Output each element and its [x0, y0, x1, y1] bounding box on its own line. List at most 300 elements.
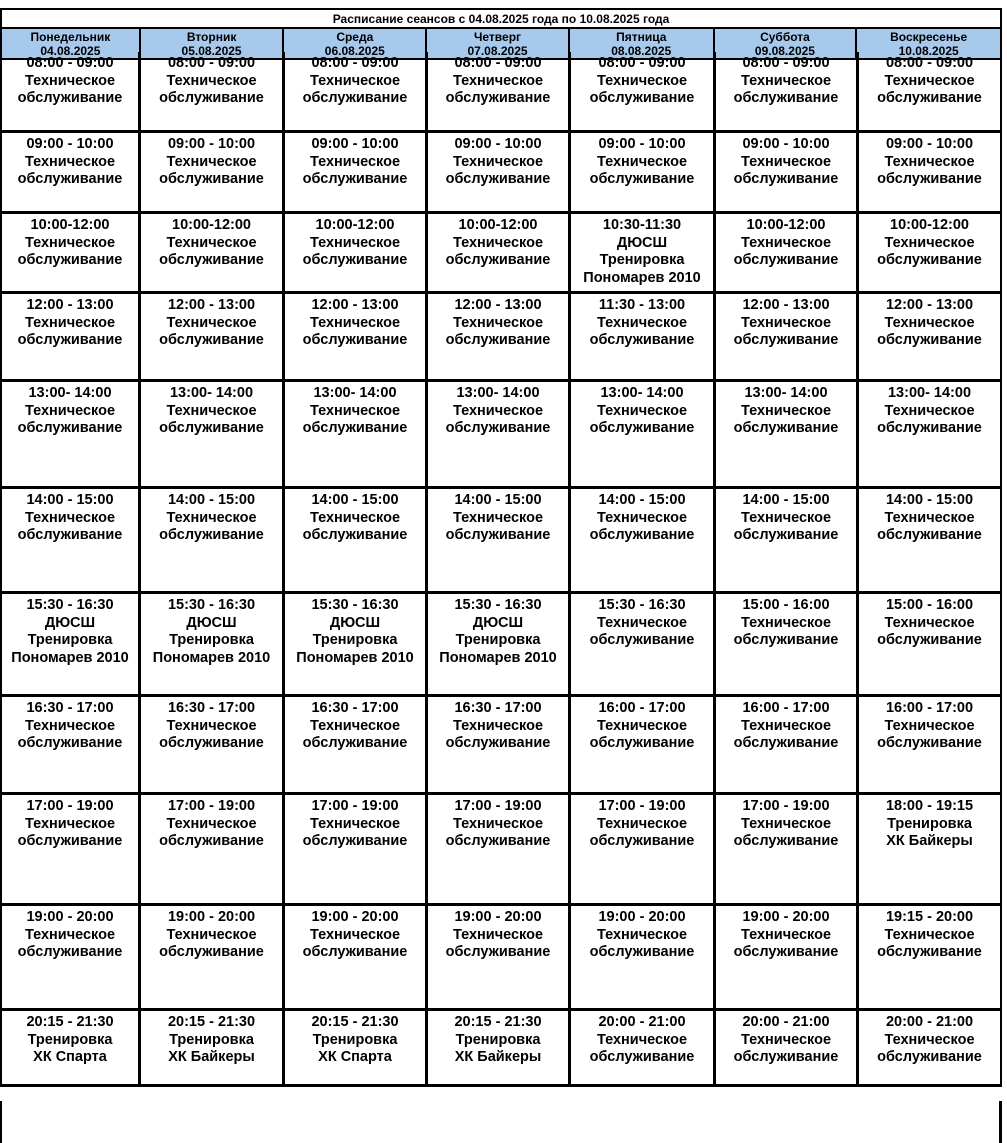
- session-cell: [141, 1011, 285, 1084]
- session-cell: [141, 214, 285, 291]
- session-text: Техническое: [884, 402, 975, 419]
- session-text: обслуживание: [302, 944, 408, 961]
- session-text: ХК Байкеры: [886, 833, 973, 850]
- session-time: 13:00- 14:00: [313, 385, 397, 401]
- session-time: 19:00 - 20:00: [167, 909, 256, 925]
- session-text: Пономарев 2010: [296, 649, 414, 666]
- session-text: Техническое: [166, 402, 257, 419]
- session-time: 09:00 - 10:00: [26, 136, 114, 152]
- session-text: Пономарев 2010: [11, 649, 129, 666]
- session-time: 20:00 - 21:00: [885, 1014, 974, 1030]
- session-text: ДЮСШ: [329, 614, 381, 631]
- session-cell: [141, 52, 285, 130]
- session-text: обслуживание: [733, 632, 839, 649]
- session-cell: [571, 697, 716, 792]
- session-time: 17:00 - 19:00: [167, 798, 256, 814]
- session-text: обслуживание: [733, 833, 839, 850]
- session-time: 09:00 - 10:00: [454, 136, 542, 152]
- session-text: обслуживание: [159, 833, 264, 850]
- session-cell: [859, 795, 1002, 903]
- session-text: обслуживание: [733, 171, 839, 188]
- session-text: обслуживание: [302, 420, 408, 437]
- session-time: 08:00 - 09:00: [26, 55, 114, 71]
- session-cell: [2, 382, 141, 486]
- session-text: Техническое: [309, 314, 401, 331]
- session-time: 14:00 - 15:00: [311, 492, 399, 508]
- session-cell: [571, 382, 716, 486]
- session-text: обслуживание: [589, 632, 695, 649]
- session-text: Тренировка: [312, 1031, 398, 1048]
- session-cell: [2, 489, 141, 591]
- session-text: обслуживание: [17, 833, 123, 850]
- session-text: Техническое: [884, 72, 975, 89]
- session-time: 16:00 - 17:00: [885, 700, 974, 716]
- session-text: обслуживание: [877, 1049, 982, 1066]
- session-text: обслуживание: [589, 171, 695, 188]
- session-text: Техническое: [24, 153, 116, 170]
- session-time: 10:30-11:30: [602, 217, 682, 233]
- session-cell: [571, 1011, 716, 1084]
- session-time: 20:15 - 21:30: [26, 1014, 114, 1030]
- session-time: 12:00 - 13:00: [26, 297, 114, 313]
- session-text: Техническое: [452, 72, 544, 89]
- session-cell: [141, 697, 285, 792]
- session-text: Техническое: [740, 1031, 832, 1048]
- session-time: 13:00- 14:00: [600, 385, 684, 401]
- session-cell: [428, 489, 571, 591]
- session-time: 12:00 - 13:00: [454, 297, 542, 313]
- session-time: 13:00- 14:00: [28, 385, 112, 401]
- session-time: 15:00 - 16:00: [885, 597, 974, 613]
- session-text: Техническое: [740, 815, 832, 832]
- session-cell: [2, 1011, 141, 1084]
- session-text: Тренировка: [455, 632, 541, 649]
- session-cell: [571, 294, 716, 379]
- session-cell: [716, 1011, 859, 1084]
- session-text: обслуживание: [733, 527, 839, 544]
- session-text: Техническое: [740, 926, 832, 943]
- session-text: Пономарев 2010: [152, 649, 271, 666]
- session-time: 15:30 - 16:30: [26, 597, 114, 613]
- session-text: обслуживание: [877, 735, 982, 752]
- session-text: Техническое: [166, 72, 257, 89]
- session-time: 09:00 - 10:00: [311, 136, 399, 152]
- session-cell: [859, 489, 1002, 591]
- session-text: обслуживание: [877, 90, 982, 107]
- session-text: Тренировка: [27, 1031, 113, 1048]
- session-text: Техническое: [166, 153, 257, 170]
- session-text: ХК Байкеры: [168, 1049, 255, 1066]
- session-cell: [716, 697, 859, 792]
- session-text: обслуживание: [733, 944, 839, 961]
- session-time: 16:30 - 17:00: [26, 700, 114, 716]
- session-cell: [859, 1011, 1002, 1084]
- session-time: 13:00- 14:00: [169, 385, 254, 401]
- session-cell: [141, 489, 285, 591]
- day-date: 06.08.2025: [324, 44, 385, 58]
- day-name: Среда: [336, 30, 374, 44]
- session-text: Пономарев 2010: [439, 649, 557, 666]
- session-time: 15:30 - 16:30: [454, 597, 542, 613]
- session-text: Техническое: [24, 926, 116, 943]
- session-cell: [716, 795, 859, 903]
- session-text: обслуживание: [589, 332, 695, 349]
- session-time: 13:00- 14:00: [887, 385, 972, 401]
- session-cell: [716, 294, 859, 379]
- session-text: обслуживание: [159, 252, 264, 269]
- session-time: 15:30 - 16:30: [598, 597, 686, 613]
- session-text: обслуживание: [17, 944, 123, 961]
- session-cell: [428, 594, 571, 694]
- session-text: обслуживание: [589, 944, 695, 961]
- session-text: обслуживание: [302, 527, 408, 544]
- time-slot-row: [2, 133, 1002, 214]
- session-time: 20:15 - 21:30: [167, 1014, 256, 1030]
- session-text: ХК Спарта: [33, 1049, 107, 1066]
- time-slot-row: [2, 382, 1002, 489]
- session-cell: [285, 1011, 428, 1084]
- session-time: 10:00-12:00: [172, 217, 251, 233]
- session-cell: [571, 795, 716, 903]
- session-text: Техническое: [166, 509, 257, 526]
- session-text: обслуживание: [589, 735, 695, 752]
- session-cell: [428, 382, 571, 486]
- session-text: обслуживание: [445, 171, 551, 188]
- time-slot-row: [2, 489, 1002, 594]
- session-cell: [2, 294, 141, 379]
- session-text: обслуживание: [589, 420, 695, 437]
- session-text: обслуживание: [733, 735, 839, 752]
- session-text: обслуживание: [445, 944, 551, 961]
- session-text: Техническое: [24, 402, 116, 419]
- session-cell: [141, 795, 285, 903]
- session-text: Техническое: [596, 815, 688, 832]
- session-cell: [2, 697, 141, 792]
- empty-bottom-row: [0, 1101, 1002, 1143]
- session-text: обслуживание: [302, 171, 408, 188]
- session-text: Техническое: [452, 509, 544, 526]
- session-text: Техническое: [740, 153, 832, 170]
- day-date: 04.08.2025: [40, 44, 101, 58]
- session-time: 19:00 - 20:00: [26, 909, 114, 925]
- session-text: обслуживание: [445, 90, 551, 107]
- session-text: Техническое: [166, 234, 257, 251]
- session-text: обслуживание: [445, 735, 551, 752]
- session-time: 08:00 - 09:00: [454, 55, 542, 71]
- session-time: 09:00 - 10:00: [742, 136, 830, 152]
- session-cell: [859, 594, 1002, 694]
- session-time: 12:00 - 13:00: [885, 297, 974, 313]
- session-text: обслуживание: [159, 90, 264, 107]
- session-text: Техническое: [740, 402, 832, 419]
- session-text: Техническое: [884, 926, 975, 943]
- session-text: ДЮСШ: [616, 234, 668, 251]
- session-time: 17:00 - 19:00: [311, 798, 399, 814]
- time-slot-row: [2, 795, 1002, 906]
- session-text: Техническое: [452, 815, 544, 832]
- time-slot-row: [2, 697, 1002, 795]
- session-time: 19:00 - 20:00: [742, 909, 830, 925]
- session-cell: [716, 489, 859, 591]
- session-text: Техническое: [740, 72, 832, 89]
- session-cell: [2, 594, 141, 694]
- session-time: 16:30 - 17:00: [167, 700, 256, 716]
- time-slot-row: [2, 1011, 1002, 1087]
- session-text: обслуживание: [17, 90, 123, 107]
- session-time: 14:00 - 15:00: [598, 492, 686, 508]
- session-cell: [285, 294, 428, 379]
- session-text: Техническое: [596, 509, 688, 526]
- day-name: Воскресенье: [890, 30, 968, 44]
- schedule-grid: [0, 52, 1002, 1087]
- session-cell: [571, 133, 716, 211]
- session-text: обслуживание: [445, 527, 551, 544]
- session-text: обслуживание: [877, 527, 982, 544]
- session-text: Техническое: [452, 926, 544, 943]
- session-text: обслуживание: [589, 833, 695, 850]
- session-text: Пономарев 2010: [583, 269, 701, 286]
- session-time: 14:00 - 15:00: [454, 492, 542, 508]
- time-slot-row: [2, 294, 1002, 382]
- session-time: 12:00 - 13:00: [167, 297, 256, 313]
- session-text: обслуживание: [17, 252, 123, 269]
- session-text: Тренировка: [455, 1031, 541, 1048]
- session-text: обслуживание: [733, 332, 839, 349]
- session-text: Техническое: [452, 314, 544, 331]
- session-text: обслуживание: [159, 527, 264, 544]
- session-cell: [141, 133, 285, 211]
- session-time: 08:00 - 09:00: [311, 55, 399, 71]
- session-cell: [141, 294, 285, 379]
- session-text: Техническое: [24, 717, 116, 734]
- session-text: Техническое: [309, 234, 401, 251]
- session-text: Тренировка: [599, 252, 685, 269]
- session-text: обслуживание: [589, 527, 695, 544]
- session-text: ДЮСШ: [472, 614, 524, 631]
- schedule-title: Расписание сеансов с 04.08.2025 года по 10.08.2025 года: [0, 8, 1002, 27]
- session-text: Техническое: [24, 72, 116, 89]
- session-time: 19:00 - 20:00: [454, 909, 542, 925]
- session-cell: [859, 214, 1002, 291]
- session-time: 09:00 - 10:00: [598, 136, 686, 152]
- session-text: Техническое: [166, 314, 257, 331]
- session-time: 20:15 - 21:30: [311, 1014, 399, 1030]
- session-text: Техническое: [884, 1031, 975, 1048]
- session-text: Тренировка: [169, 1031, 254, 1048]
- session-time: 19:00 - 20:00: [311, 909, 399, 925]
- session-text: обслуживание: [877, 332, 982, 349]
- session-cell: [428, 294, 571, 379]
- session-text: Техническое: [596, 72, 688, 89]
- session-text: обслуживание: [17, 332, 123, 349]
- session-cell: [141, 906, 285, 1008]
- session-time: 16:30 - 17:00: [454, 700, 542, 716]
- session-cell: [285, 697, 428, 792]
- day-name: Понедельник: [30, 30, 111, 44]
- session-text: обслуживание: [159, 735, 264, 752]
- session-time: 08:00 - 09:00: [742, 55, 830, 71]
- session-text: обслуживание: [159, 171, 264, 188]
- session-text: обслуживание: [733, 420, 839, 437]
- session-time: 13:00- 14:00: [744, 385, 828, 401]
- session-text: Техническое: [596, 926, 688, 943]
- session-text: обслуживание: [17, 420, 123, 437]
- session-cell: [2, 52, 141, 130]
- session-text: Тренировка: [312, 632, 398, 649]
- session-text: Техническое: [596, 1031, 688, 1048]
- session-time: 15:30 - 16:30: [311, 597, 399, 613]
- day-date: 05.08.2025: [181, 44, 242, 58]
- session-cell: [571, 52, 716, 130]
- session-cell: [141, 594, 285, 694]
- session-time: 10:00-12:00: [890, 217, 969, 233]
- session-text: Техническое: [309, 926, 401, 943]
- session-cell: [428, 214, 571, 291]
- session-text: обслуживание: [733, 252, 839, 269]
- session-cell: [285, 489, 428, 591]
- session-cell: [285, 382, 428, 486]
- session-text: Техническое: [309, 509, 401, 526]
- session-text: Техническое: [309, 153, 401, 170]
- session-text: обслуживание: [445, 833, 551, 850]
- session-cell: [571, 489, 716, 591]
- session-text: Тренировка: [169, 632, 254, 649]
- session-text: Техническое: [740, 509, 832, 526]
- day-name: Четверг: [473, 30, 522, 44]
- session-cell: [859, 697, 1002, 792]
- session-text: обслуживание: [733, 90, 839, 107]
- session-text: Техническое: [452, 717, 544, 734]
- session-time: 17:00 - 19:00: [26, 798, 114, 814]
- session-text: обслуживание: [445, 420, 551, 437]
- session-text: обслуживание: [159, 332, 264, 349]
- time-slot-row: [2, 906, 1002, 1011]
- session-text: обслуживание: [302, 90, 408, 107]
- session-time: 08:00 - 09:00: [885, 55, 974, 71]
- session-cell: [2, 133, 141, 211]
- session-cell: [428, 133, 571, 211]
- session-time: 10:00-12:00: [315, 217, 395, 233]
- session-text: обслуживание: [17, 171, 123, 188]
- session-text: Тренировка: [887, 815, 972, 832]
- session-text: обслуживание: [17, 527, 123, 544]
- session-text: Техническое: [596, 402, 688, 419]
- session-cell: [571, 594, 716, 694]
- session-text: обслуживание: [589, 90, 695, 107]
- session-time: 08:00 - 09:00: [598, 55, 686, 71]
- session-text: обслуживание: [17, 735, 123, 752]
- session-text: обслуживание: [877, 252, 982, 269]
- session-text: обслуживание: [733, 1049, 839, 1066]
- session-text: обслуживание: [877, 420, 982, 437]
- session-time: 11:30 - 13:00: [598, 297, 686, 313]
- session-cell: [428, 52, 571, 130]
- day-date: 07.08.2025: [467, 44, 528, 58]
- session-text: Техническое: [452, 153, 544, 170]
- session-cell: [2, 214, 141, 291]
- session-time: 20:00 - 21:00: [742, 1014, 830, 1030]
- session-cell: [428, 795, 571, 903]
- session-cell: [428, 906, 571, 1008]
- session-text: Техническое: [884, 614, 975, 631]
- session-text: Техническое: [24, 234, 116, 251]
- session-text: Техническое: [166, 717, 257, 734]
- session-text: обслуживание: [589, 1049, 695, 1066]
- session-text: Техническое: [884, 153, 975, 170]
- session-time: 17:00 - 19:00: [598, 798, 686, 814]
- time-slot-row: [2, 214, 1002, 294]
- session-text: ХК Спарта: [318, 1049, 392, 1066]
- day-date: 09.08.2025: [754, 44, 815, 58]
- session-cell: [2, 795, 141, 903]
- session-text: Техническое: [309, 402, 401, 419]
- session-cell: [716, 382, 859, 486]
- time-slot-row: [2, 594, 1002, 697]
- session-time: 08:00 - 09:00: [167, 55, 256, 71]
- session-text: обслуживание: [445, 252, 551, 269]
- session-text: Техническое: [452, 234, 544, 251]
- session-time: 10:00-12:00: [30, 217, 110, 233]
- session-cell: [428, 1011, 571, 1084]
- session-cell: [716, 594, 859, 694]
- session-cell: [285, 133, 428, 211]
- session-time: 10:00-12:00: [746, 217, 826, 233]
- session-time: 12:00 - 13:00: [311, 297, 399, 313]
- session-text: Техническое: [596, 717, 688, 734]
- session-time: 14:00 - 15:00: [26, 492, 114, 508]
- day-date: 10.08.2025: [898, 44, 959, 58]
- session-time: 13:00- 14:00: [456, 385, 540, 401]
- session-time: 17:00 - 19:00: [742, 798, 830, 814]
- session-time: 16:00 - 17:00: [742, 700, 830, 716]
- session-text: Техническое: [740, 717, 832, 734]
- session-text: обслуживание: [302, 735, 408, 752]
- session-text: обслуживание: [877, 171, 982, 188]
- session-time: 14:00 - 15:00: [742, 492, 830, 508]
- session-time: 18:00 - 19:15: [885, 798, 974, 814]
- session-text: ДЮСШ: [44, 614, 96, 631]
- day-name: Пятница: [616, 30, 667, 44]
- session-time: 16:00 - 17:00: [598, 700, 686, 716]
- session-text: Техническое: [309, 815, 401, 832]
- session-text: обслуживание: [445, 332, 551, 349]
- session-cell: [716, 52, 859, 130]
- day-name: Вторник: [186, 30, 237, 44]
- session-text: обслуживание: [302, 332, 408, 349]
- session-time: 15:30 - 16:30: [167, 597, 256, 613]
- session-cell: [285, 594, 428, 694]
- session-cell: [859, 294, 1002, 379]
- session-text: Техническое: [24, 314, 116, 331]
- session-text: ДЮСШ: [186, 614, 237, 631]
- session-text: Техническое: [884, 314, 975, 331]
- session-time: 12:00 - 13:00: [742, 297, 830, 313]
- session-text: Техническое: [166, 926, 257, 943]
- session-time: 09:00 - 10:00: [167, 136, 256, 152]
- session-cell: [716, 906, 859, 1008]
- session-cell: [285, 795, 428, 903]
- session-time: 20:00 - 21:00: [598, 1014, 686, 1030]
- session-text: Техническое: [740, 614, 832, 631]
- session-time: 14:00 - 15:00: [885, 492, 974, 508]
- session-cell: [859, 382, 1002, 486]
- session-cell: [285, 214, 428, 291]
- session-text: Техническое: [884, 234, 975, 251]
- session-text: Техническое: [740, 234, 832, 251]
- session-text: ХК Байкеры: [454, 1049, 542, 1066]
- session-text: Техническое: [884, 717, 975, 734]
- session-cell: [285, 906, 428, 1008]
